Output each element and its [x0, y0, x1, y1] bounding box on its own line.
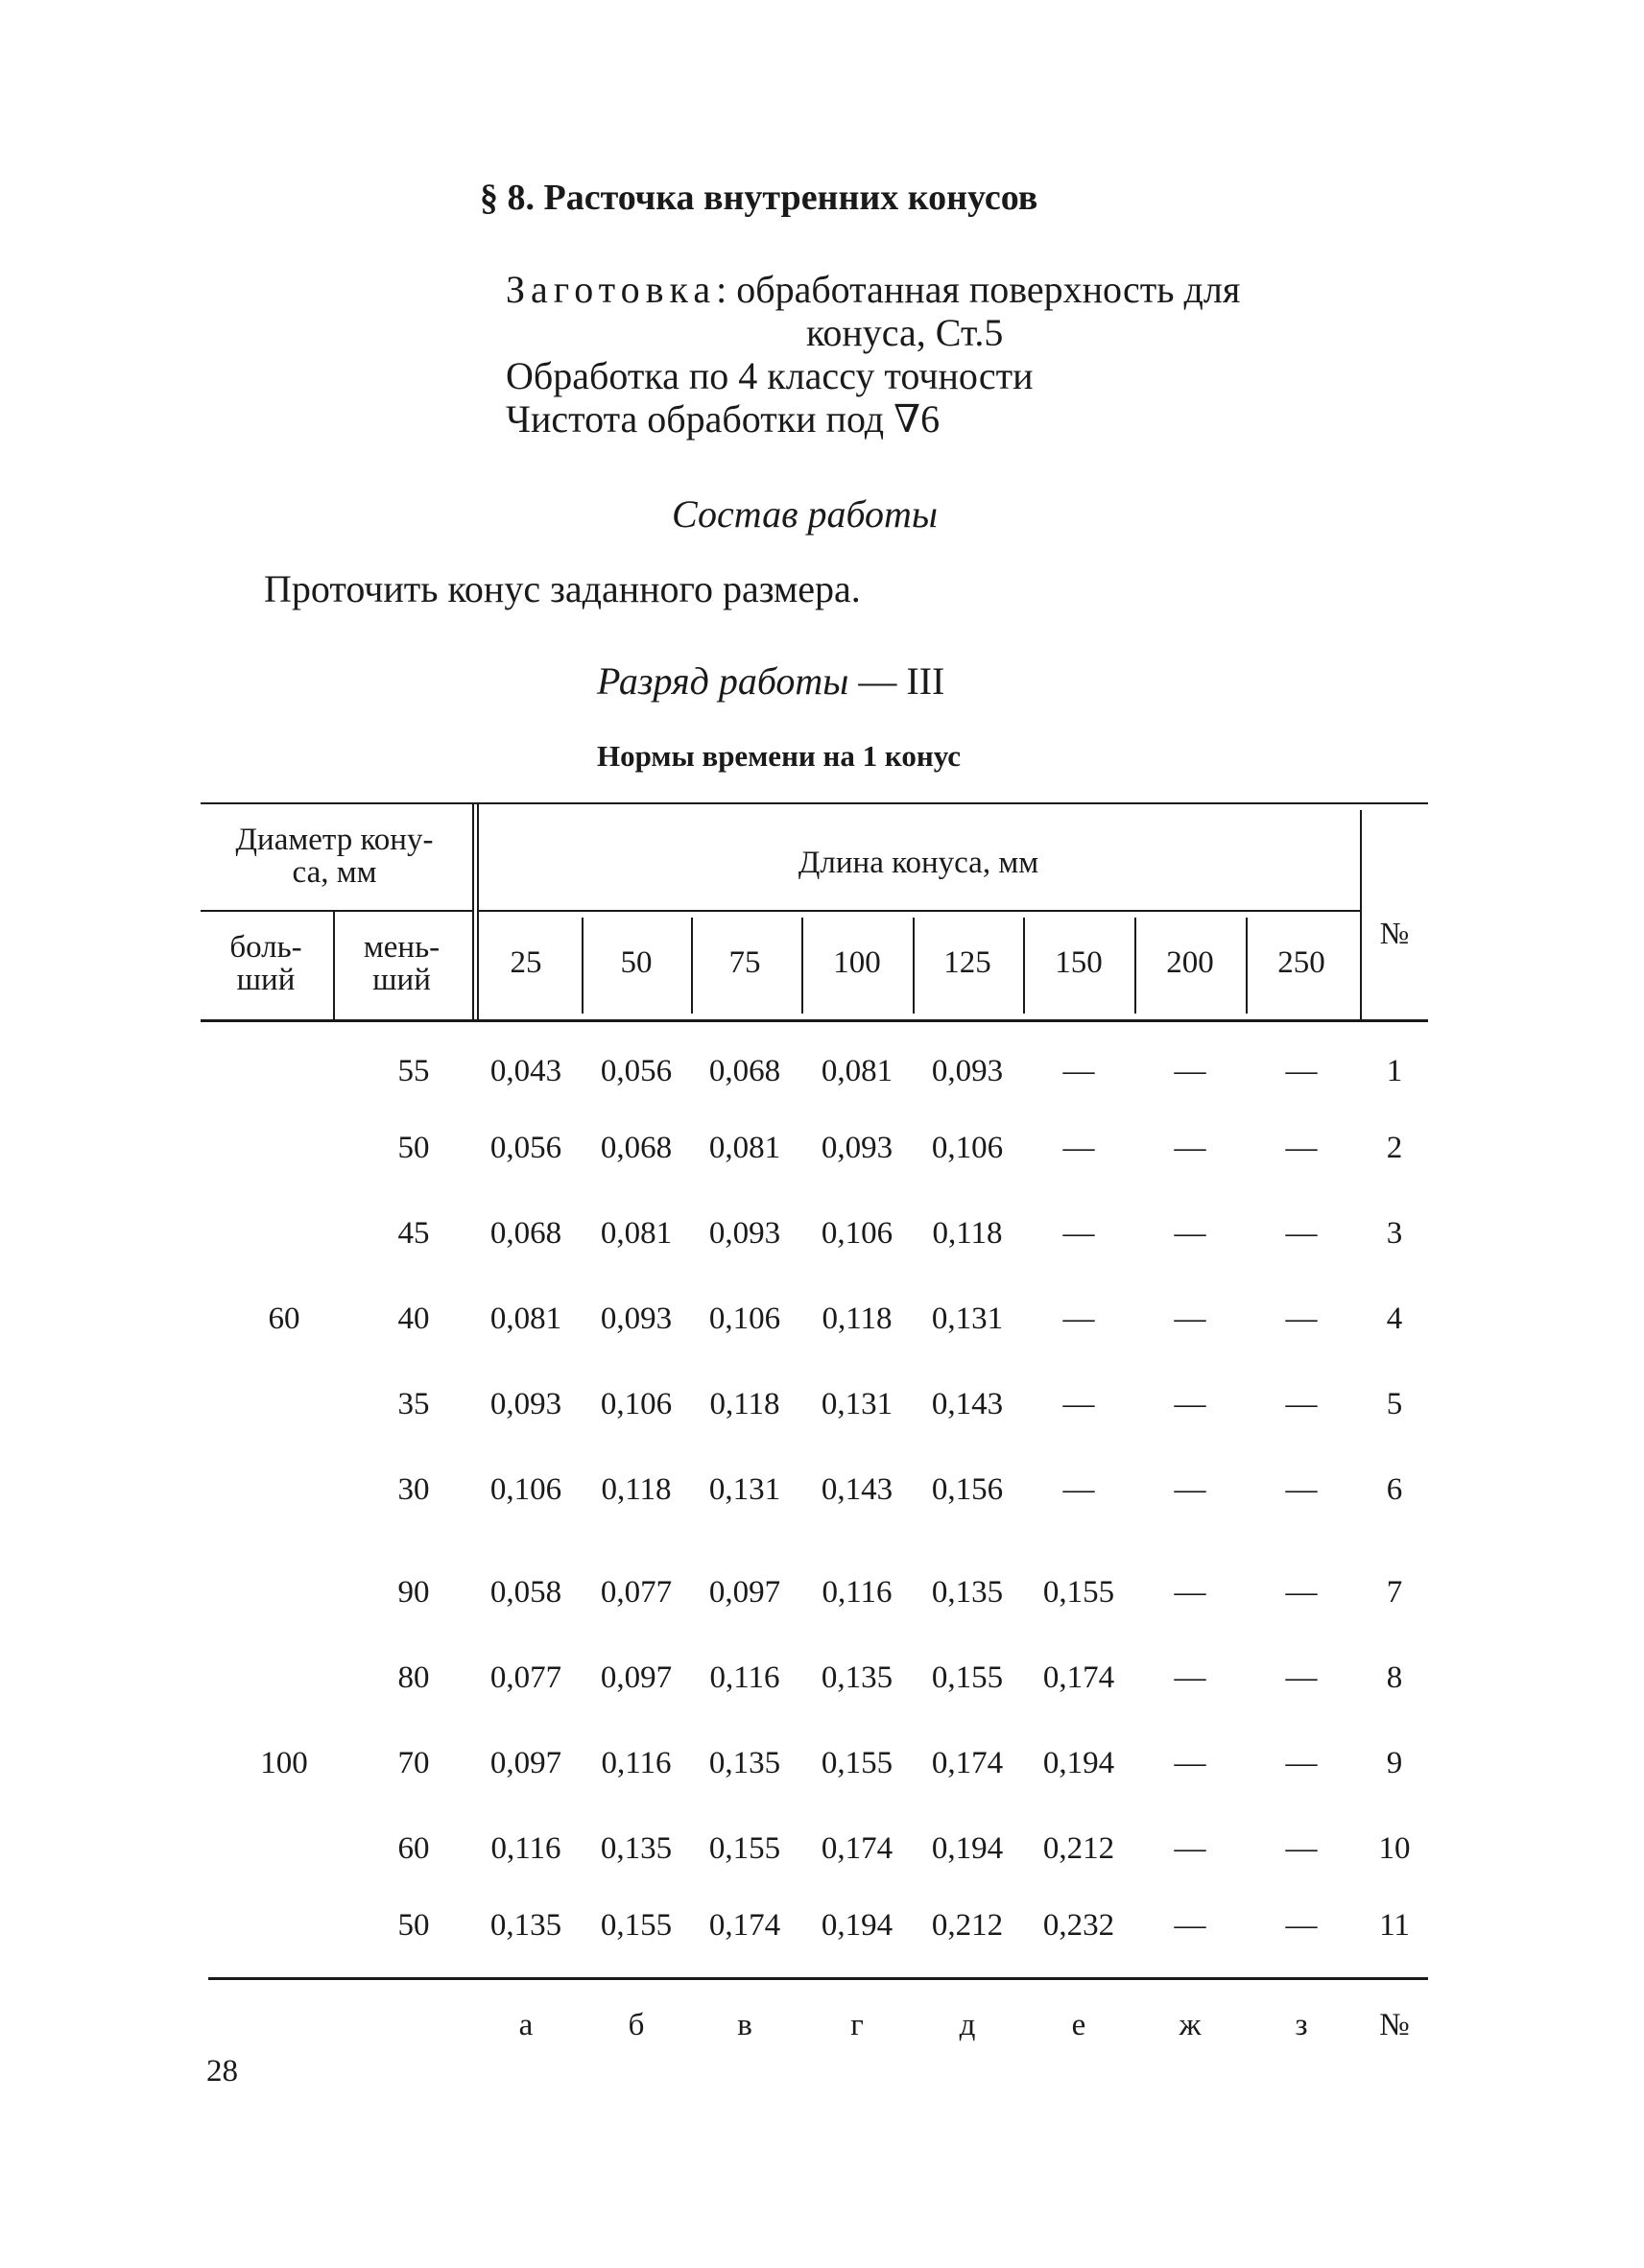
diameter-subheader-rule [201, 910, 472, 912]
num-header: № [1379, 916, 1410, 950]
work-grade-label: Разряд работы [597, 659, 849, 703]
empty-value-dash: — [1285, 1660, 1318, 1695]
empty-value-dash: — [1062, 1387, 1095, 1421]
time-value: 0,194 [1042, 1746, 1115, 1780]
row-number: 5 [1386, 1387, 1403, 1421]
empty-value-dash: — [1062, 1472, 1095, 1507]
row-number: 4 [1386, 1301, 1403, 1336]
time-value: 0,043 [489, 1054, 562, 1088]
empty-value-dash: — [1062, 1054, 1095, 1088]
time-value: 0,097 [600, 1660, 673, 1695]
row-number: 2 [1386, 1131, 1403, 1165]
table-bottom-rule [208, 1977, 1428, 1980]
processing-accuracy: Обработка по 4 классу точности [506, 354, 1034, 397]
time-value: 0,174 [1042, 1660, 1115, 1695]
length-column-divider-6 [1134, 918, 1136, 1014]
column-letter-6: е [1071, 2008, 1086, 2042]
empty-value-dash: — [1285, 1472, 1318, 1507]
time-value: 0,097 [708, 1575, 781, 1610]
time-value: 0,135 [708, 1746, 781, 1780]
empty-value-dash: — [1174, 1054, 1206, 1088]
empty-value-dash: — [1285, 1575, 1318, 1610]
empty-value-dash: — [1285, 1054, 1318, 1088]
column-letter-8: з [1295, 2008, 1308, 2042]
time-value: 0,135 [600, 1831, 673, 1866]
empty-value-dash: — [1062, 1131, 1095, 1165]
smaller-diameter-value: 50 [397, 1908, 430, 1943]
time-value: 0,135 [931, 1575, 1004, 1610]
time-value: 0,081 [708, 1131, 781, 1165]
time-value: 0,056 [600, 1054, 673, 1088]
column-letter-1: а [518, 2008, 534, 2042]
column-letter-7: ж [1179, 2008, 1202, 2042]
time-value: 0,106 [931, 1131, 1004, 1165]
length-header-75: 75 [728, 945, 761, 980]
smaller-diameter-value: 30 [397, 1472, 430, 1507]
time-value: 0,118 [822, 1301, 893, 1336]
length-header-50: 50 [620, 945, 653, 980]
time-value: 0,212 [931, 1908, 1004, 1943]
work-grade [597, 658, 944, 704]
smaller-diameter-value: 50 [397, 1131, 430, 1165]
norms-table [199, 802, 1428, 2042]
work-composition-title: Состав работы [672, 492, 939, 536]
smaller-diameter-value: 80 [397, 1660, 430, 1695]
time-value: 0,106 [708, 1301, 781, 1336]
diameter-header-line1: Диаметр кону- [235, 823, 434, 857]
column-letter-4: г [850, 2008, 864, 2042]
time-value: 0,155 [1042, 1575, 1115, 1610]
empty-value-dash: — [1062, 1301, 1095, 1336]
larger-diameter-value: 100 [260, 1746, 308, 1780]
time-value: 0,232 [1042, 1908, 1115, 1943]
time-value: 0,093 [931, 1054, 1004, 1088]
time-value: 0,194 [821, 1908, 893, 1943]
column-letter-5: д [959, 2008, 976, 2042]
time-value: 0,081 [821, 1054, 893, 1088]
time-value: 0,116 [822, 1575, 893, 1610]
blank-label: Заготовка [506, 268, 717, 311]
empty-value-dash: — [1174, 1575, 1206, 1610]
time-value: 0,106 [489, 1472, 562, 1507]
time-value: 0,174 [821, 1831, 893, 1866]
time-value: 0,077 [600, 1575, 673, 1610]
time-value: 0,155 [708, 1831, 781, 1866]
time-value: 0,118 [932, 1216, 1003, 1251]
time-value: 0,081 [489, 1301, 562, 1336]
column-letter-num: № [1379, 2008, 1410, 2042]
length-header-150: 150 [1055, 945, 1103, 980]
time-value: 0,068 [600, 1131, 673, 1165]
surface-finish: Чистота обработки под ∇6 [506, 397, 941, 441]
smaller-diameter-value: 90 [397, 1575, 430, 1610]
row-number: 1 [1386, 1054, 1403, 1088]
empty-value-dash: — [1174, 1216, 1206, 1251]
empty-value-dash: — [1285, 1908, 1318, 1943]
length-column-divider-1 [582, 918, 584, 1014]
empty-value-dash: — [1285, 1831, 1318, 1866]
empty-value-dash: — [1285, 1131, 1318, 1165]
empty-value-dash: — [1174, 1746, 1206, 1780]
empty-value-dash: — [1174, 1301, 1206, 1336]
length-header-100: 100 [833, 945, 881, 980]
larger-header-line1: боль- [229, 930, 302, 965]
smaller-diameter-value: 35 [397, 1387, 430, 1421]
time-value: 0,116 [601, 1746, 672, 1780]
time-value: 0,156 [931, 1472, 1004, 1507]
table-top-rule [201, 802, 1428, 804]
larger-header [199, 931, 333, 996]
time-value: 0,155 [600, 1908, 673, 1943]
smaller-diameter-value: 55 [397, 1054, 430, 1088]
time-value: 0,093 [600, 1301, 673, 1336]
page-number: 28 [206, 2054, 238, 2089]
time-value: 0,093 [708, 1216, 781, 1251]
smaller-header-line1: мень- [363, 930, 441, 965]
length-column-divider-4 [913, 918, 915, 1014]
row-number: 6 [1386, 1472, 1403, 1507]
time-value: 0,097 [489, 1746, 562, 1780]
smaller-header-line2: ший [372, 963, 431, 997]
time-value: 0,068 [489, 1216, 562, 1251]
empty-value-dash: — [1062, 1216, 1095, 1251]
empty-value-dash: — [1174, 1831, 1206, 1866]
length-column-divider-3 [801, 918, 803, 1014]
length-column-divider-5 [1023, 918, 1025, 1014]
work-grade-dash: — [848, 659, 907, 703]
time-value: 0,118 [601, 1472, 672, 1507]
row-number: 7 [1386, 1575, 1403, 1610]
empty-value-dash: — [1174, 1660, 1206, 1695]
time-value: 0,081 [600, 1216, 673, 1251]
smaller-diameter-value: 45 [397, 1216, 430, 1251]
length-header-25: 25 [510, 945, 542, 980]
time-value: 0,174 [931, 1746, 1004, 1780]
smaller-header [333, 931, 470, 996]
length-column-divider-2 [691, 918, 693, 1014]
smaller-diameter-value: 40 [397, 1301, 430, 1336]
blank-description: : обработанная поверхность для [716, 268, 1241, 311]
time-value: 0,155 [931, 1660, 1004, 1695]
section-title: § 8. Расточка внутренних конусов [480, 178, 1038, 218]
smaller-diameter-value: 60 [397, 1831, 430, 1866]
length-header: Длина конуса, мм [798, 846, 1039, 880]
larger-diameter-value: 60 [268, 1301, 300, 1336]
time-value: 0,212 [1042, 1831, 1115, 1866]
diameter-header-line2: са, мм [292, 855, 377, 890]
time-value: 0,058 [489, 1575, 562, 1610]
diameter-length-divider [472, 802, 474, 1019]
time-value: 0,135 [821, 1660, 893, 1695]
header-bottom-rule [201, 1019, 1428, 1022]
length-subheader-rule [477, 910, 1360, 912]
time-value: 0,068 [708, 1054, 781, 1088]
work-composition-text: Проточить конус заданного размера. [264, 567, 861, 610]
column-letter-2: б [628, 2008, 645, 2042]
length-num-divider [1360, 810, 1362, 1019]
empty-value-dash: — [1174, 1908, 1206, 1943]
larger-header-line2: ший [236, 963, 296, 997]
larger-smaller-divider [333, 910, 335, 1019]
time-value: 0,093 [821, 1131, 893, 1165]
empty-value-dash: — [1285, 1387, 1318, 1421]
time-value: 0,131 [708, 1472, 781, 1507]
row-number: 8 [1386, 1660, 1403, 1695]
length-header-250: 250 [1277, 945, 1325, 980]
time-value: 0,116 [709, 1660, 780, 1695]
empty-value-dash: — [1174, 1131, 1206, 1165]
time-value: 0,194 [931, 1831, 1004, 1866]
time-value: 0,143 [931, 1387, 1004, 1421]
blank-line-1 [506, 269, 1240, 311]
table-caption: Нормы времени на 1 конус [597, 739, 962, 773]
time-value: 0,135 [489, 1908, 562, 1943]
empty-value-dash: — [1285, 1301, 1318, 1336]
row-number: 3 [1386, 1216, 1403, 1251]
time-value: 0,116 [490, 1831, 561, 1866]
empty-value-dash: — [1285, 1216, 1318, 1251]
time-value: 0,131 [931, 1301, 1004, 1336]
time-value: 0,143 [821, 1472, 893, 1507]
empty-value-dash: — [1285, 1746, 1318, 1780]
time-value: 0,077 [489, 1660, 562, 1695]
time-value: 0,106 [600, 1387, 673, 1421]
time-value: 0,056 [489, 1131, 562, 1165]
length-column-divider-7 [1246, 918, 1248, 1014]
diameter-length-divider-2 [477, 802, 479, 1019]
time-value: 0,155 [821, 1746, 893, 1780]
column-letter-3: в [737, 2008, 752, 2042]
time-value: 0,093 [489, 1387, 562, 1421]
empty-value-dash: — [1174, 1472, 1206, 1507]
work-grade-value: III [906, 659, 945, 703]
blank-material: конуса, Ст.5 [806, 311, 1004, 354]
time-value: 0,131 [821, 1387, 893, 1421]
smaller-diameter-value: 70 [397, 1746, 430, 1780]
row-number: 11 [1379, 1908, 1410, 1943]
time-value: 0,118 [709, 1387, 780, 1421]
time-value: 0,106 [821, 1216, 893, 1251]
length-header-125: 125 [943, 945, 991, 980]
length-header-200: 200 [1166, 945, 1214, 980]
row-number: 9 [1386, 1746, 1403, 1780]
diameter-header [199, 824, 470, 889]
row-number: 10 [1378, 1831, 1411, 1866]
time-value: 0,174 [708, 1908, 781, 1943]
empty-value-dash: — [1174, 1387, 1206, 1421]
